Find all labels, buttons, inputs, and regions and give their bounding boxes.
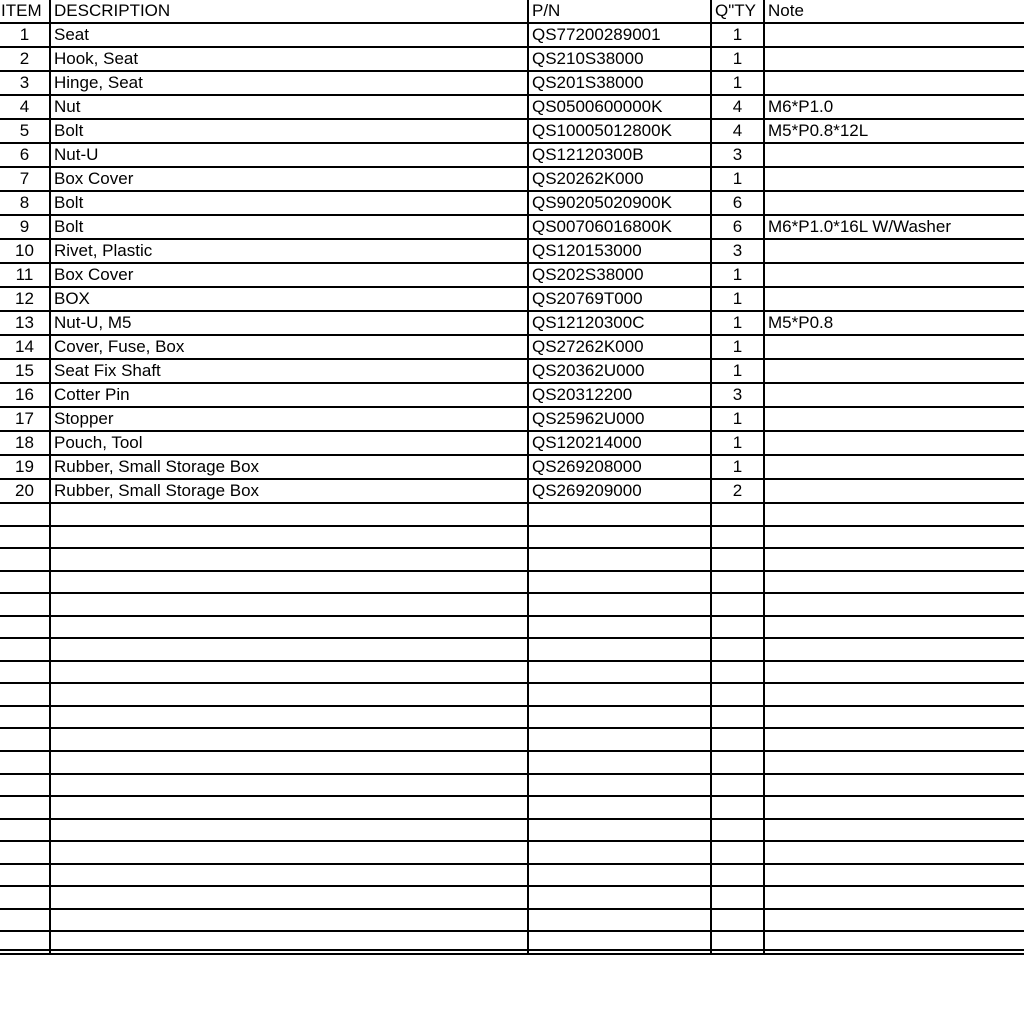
cell-part-number: QS25962U000 <box>528 407 711 431</box>
cell-description: BOX <box>50 287 528 311</box>
cell-quantity: 1 <box>711 263 764 287</box>
cell-item <box>0 886 50 909</box>
cell-quantity <box>711 593 764 616</box>
cell-item <box>0 841 50 864</box>
cell-item: 13 <box>0 311 50 335</box>
cell-note <box>764 263 1024 287</box>
cell-item <box>0 819 50 842</box>
cell-part-number: QS90205020900K <box>528 191 711 215</box>
cell-quantity: 1 <box>711 431 764 455</box>
cell-part-number <box>528 638 711 661</box>
cell-quantity <box>711 571 764 594</box>
cell-description: Pouch, Tool <box>50 431 528 455</box>
cell-item: 2 <box>0 47 50 71</box>
cell-note <box>764 503 1024 526</box>
cell-item <box>0 706 50 729</box>
cell-description: Bolt <box>50 191 528 215</box>
cell-quantity <box>711 774 764 797</box>
cell-item: 5 <box>0 119 50 143</box>
cell-part-number: QS27262K000 <box>528 335 711 359</box>
cell-quantity <box>711 661 764 684</box>
cell-item: 19 <box>0 455 50 479</box>
cell-part-number: QS0500600000K <box>528 95 711 119</box>
table-row <box>0 526 1024 549</box>
cell-description <box>50 706 528 729</box>
cell-quantity <box>711 683 764 706</box>
cell-description: Rubber, Small Storage Box <box>50 479 528 503</box>
cell-note <box>764 616 1024 639</box>
cell-quantity <box>711 886 764 909</box>
cell-part-number: QS120214000 <box>528 431 711 455</box>
cell-part-number <box>528 841 711 864</box>
cell-note <box>764 526 1024 549</box>
cell-note <box>764 143 1024 167</box>
cell-description <box>50 548 528 571</box>
table-row <box>0 796 1024 819</box>
cell-note <box>764 728 1024 751</box>
cell-quantity: 3 <box>711 383 764 407</box>
cell-note <box>764 909 1024 932</box>
cell-item <box>0 909 50 932</box>
cell-part-number: QS202S38000 <box>528 263 711 287</box>
cell-description: Hinge, Seat <box>50 71 528 95</box>
cell-part-number: QS10005012800K <box>528 119 711 143</box>
cell-quantity <box>711 751 764 774</box>
cell-description <box>50 774 528 797</box>
cell-note <box>764 796 1024 819</box>
cell-item <box>0 593 50 616</box>
cell-note <box>764 239 1024 263</box>
table-row <box>0 311 1024 335</box>
cell-description: Box Cover <box>50 263 528 287</box>
bottom-rule-line <box>0 949 1024 951</box>
cell-item: 18 <box>0 431 50 455</box>
cell-note <box>764 407 1024 431</box>
table-row <box>0 95 1024 119</box>
table-row <box>0 407 1024 431</box>
cell-quantity: 1 <box>711 23 764 47</box>
cell-item: 3 <box>0 71 50 95</box>
cell-description <box>50 616 528 639</box>
cell-part-number: QS12120300C <box>528 311 711 335</box>
table-row <box>0 119 1024 143</box>
cell-note <box>764 841 1024 864</box>
cell-quantity: 1 <box>711 455 764 479</box>
cell-note <box>764 706 1024 729</box>
cell-description: Seat <box>50 23 528 47</box>
header-note: Note <box>764 0 1024 23</box>
cell-description <box>50 796 528 819</box>
cell-item: 16 <box>0 383 50 407</box>
cell-description: Bolt <box>50 119 528 143</box>
cell-part-number: QS00706016800K <box>528 215 711 239</box>
cell-note <box>764 71 1024 95</box>
cell-part-number: QS20312200 <box>528 383 711 407</box>
table-row <box>0 616 1024 639</box>
cell-part-number <box>528 661 711 684</box>
cell-quantity: 3 <box>711 239 764 263</box>
table-header-row <box>0 0 1024 23</box>
cell-quantity: 2 <box>711 479 764 503</box>
cell-quantity: 1 <box>711 407 764 431</box>
cell-quantity: 1 <box>711 359 764 383</box>
cell-quantity <box>711 909 764 932</box>
cell-note <box>764 571 1024 594</box>
cell-item <box>0 796 50 819</box>
cell-part-number: QS12120300B <box>528 143 711 167</box>
table-row <box>0 864 1024 887</box>
cell-description: Nut-U, M5 <box>50 311 528 335</box>
cell-part-number <box>528 503 711 526</box>
cell-part-number <box>528 796 711 819</box>
header-item: ITEM <box>0 0 50 23</box>
cell-description <box>50 571 528 594</box>
cell-part-number <box>528 548 711 571</box>
table-row <box>0 683 1024 706</box>
header-quantity: Q"TY <box>711 0 764 23</box>
cell-item: 11 <box>0 263 50 287</box>
cell-description <box>50 728 528 751</box>
table-row <box>0 774 1024 797</box>
cell-part-number: QS77200289001 <box>528 23 711 47</box>
table-row <box>0 751 1024 774</box>
cell-quantity: 6 <box>711 215 764 239</box>
cell-description <box>50 503 528 526</box>
table-row <box>0 706 1024 729</box>
cell-item: 6 <box>0 143 50 167</box>
cell-note <box>764 886 1024 909</box>
cell-note <box>764 335 1024 359</box>
cell-part-number <box>528 616 711 639</box>
cell-note <box>764 359 1024 383</box>
cell-note <box>764 819 1024 842</box>
cell-description <box>50 661 528 684</box>
cell-quantity: 4 <box>711 119 764 143</box>
cell-note <box>764 455 1024 479</box>
table-row <box>0 263 1024 287</box>
cell-quantity: 1 <box>711 167 764 191</box>
cell-part-number <box>528 864 711 887</box>
cell-quantity <box>711 819 764 842</box>
header-part-number: P/N <box>528 0 711 23</box>
cell-item: 4 <box>0 95 50 119</box>
cell-note <box>764 287 1024 311</box>
cell-quantity: 1 <box>711 71 764 95</box>
table-row <box>0 728 1024 751</box>
table-row <box>0 287 1024 311</box>
cell-quantity <box>711 616 764 639</box>
cell-note <box>764 593 1024 616</box>
cell-note <box>764 383 1024 407</box>
cell-quantity: 1 <box>711 311 764 335</box>
cell-part-number: QS20362U000 <box>528 359 711 383</box>
cell-part-number <box>528 751 711 774</box>
cell-quantity: 6 <box>711 191 764 215</box>
cell-item <box>0 548 50 571</box>
cell-note <box>764 638 1024 661</box>
cell-description: Cotter Pin <box>50 383 528 407</box>
cell-description <box>50 526 528 549</box>
cell-part-number <box>528 683 711 706</box>
header-description: DESCRIPTION <box>50 0 528 23</box>
cell-item <box>0 728 50 751</box>
cell-item <box>0 571 50 594</box>
cell-note: M5*P0.8*12L <box>764 119 1024 143</box>
cell-description <box>50 638 528 661</box>
table-row <box>0 167 1024 191</box>
cell-item <box>0 751 50 774</box>
cell-quantity <box>711 503 764 526</box>
cell-description: Rubber, Small Storage Box <box>50 455 528 479</box>
table-row <box>0 143 1024 167</box>
cell-item <box>0 503 50 526</box>
cell-note <box>764 23 1024 47</box>
table-row <box>0 71 1024 95</box>
table-row <box>0 886 1024 909</box>
cell-quantity: 1 <box>711 47 764 71</box>
cell-part-number <box>528 526 711 549</box>
table-row <box>0 593 1024 616</box>
cell-note <box>764 751 1024 774</box>
cell-quantity <box>711 864 764 887</box>
cell-description <box>50 819 528 842</box>
cell-item: 1 <box>0 23 50 47</box>
cell-item <box>0 774 50 797</box>
cell-item <box>0 638 50 661</box>
table-row <box>0 479 1024 503</box>
cell-description <box>50 909 528 932</box>
table-row <box>0 455 1024 479</box>
cell-description <box>50 683 528 706</box>
cell-part-number: QS269209000 <box>528 479 711 503</box>
table-row <box>0 548 1024 571</box>
table-row <box>0 909 1024 932</box>
cell-note <box>764 548 1024 571</box>
cell-quantity <box>711 548 764 571</box>
table-row <box>0 661 1024 684</box>
cell-item: 20 <box>0 479 50 503</box>
cell-item <box>0 661 50 684</box>
table-body <box>0 23 1024 954</box>
cell-item: 7 <box>0 167 50 191</box>
table-row <box>0 239 1024 263</box>
cell-quantity: 1 <box>711 287 764 311</box>
cell-quantity: 1 <box>711 335 764 359</box>
cell-quantity <box>711 638 764 661</box>
cell-part-number: QS20769T000 <box>528 287 711 311</box>
cell-quantity <box>711 728 764 751</box>
table-row <box>0 383 1024 407</box>
cell-description: Rivet, Plastic <box>50 239 528 263</box>
cell-part-number <box>528 909 711 932</box>
cell-item <box>0 864 50 887</box>
table-row <box>0 571 1024 594</box>
cell-description: Cover, Fuse, Box <box>50 335 528 359</box>
table-row <box>0 47 1024 71</box>
cell-quantity <box>711 526 764 549</box>
table-row <box>0 23 1024 47</box>
cell-quantity: 3 <box>711 143 764 167</box>
cell-part-number: QS201S38000 <box>528 71 711 95</box>
cell-note <box>764 479 1024 503</box>
cell-note: M5*P0.8 <box>764 311 1024 335</box>
cell-quantity <box>711 706 764 729</box>
cell-item <box>0 683 50 706</box>
cell-item: 8 <box>0 191 50 215</box>
cell-item: 9 <box>0 215 50 239</box>
cell-quantity <box>711 841 764 864</box>
table-row <box>0 638 1024 661</box>
cell-part-number <box>528 571 711 594</box>
cell-part-number: QS210S38000 <box>528 47 711 71</box>
table-row <box>0 335 1024 359</box>
cell-description <box>50 751 528 774</box>
table-row <box>0 841 1024 864</box>
cell-description <box>50 841 528 864</box>
cell-note <box>764 661 1024 684</box>
cell-note <box>764 774 1024 797</box>
cell-item <box>0 526 50 549</box>
cell-item: 12 <box>0 287 50 311</box>
cell-description: Bolt <box>50 215 528 239</box>
cell-note <box>764 191 1024 215</box>
cell-part-number <box>528 886 711 909</box>
cell-note <box>764 47 1024 71</box>
cell-description: Stopper <box>50 407 528 431</box>
cell-part-number: QS20262K000 <box>528 167 711 191</box>
cell-item: 10 <box>0 239 50 263</box>
cell-item: 17 <box>0 407 50 431</box>
table-row <box>0 503 1024 526</box>
cell-part-number <box>528 706 711 729</box>
cell-note: M6*P1.0 <box>764 95 1024 119</box>
cell-part-number: QS269208000 <box>528 455 711 479</box>
cell-description: Seat Fix Shaft <box>50 359 528 383</box>
cell-item <box>0 616 50 639</box>
table-row <box>0 359 1024 383</box>
cell-description <box>50 886 528 909</box>
cell-part-number <box>528 819 711 842</box>
table-row <box>0 431 1024 455</box>
cell-note <box>764 167 1024 191</box>
cell-note: M6*P1.0*16L W/Washer <box>764 215 1024 239</box>
cell-note <box>764 683 1024 706</box>
cell-part-number: QS120153000 <box>528 239 711 263</box>
table-row <box>0 191 1024 215</box>
table-row <box>0 215 1024 239</box>
cell-part-number <box>528 593 711 616</box>
cell-part-number <box>528 774 711 797</box>
cell-note <box>764 864 1024 887</box>
cell-description: Box Cover <box>50 167 528 191</box>
cell-quantity <box>711 796 764 819</box>
cell-item: 14 <box>0 335 50 359</box>
table-row <box>0 819 1024 842</box>
cell-item: 15 <box>0 359 50 383</box>
cell-description: Nut <box>50 95 528 119</box>
cell-description <box>50 864 528 887</box>
cell-quantity: 4 <box>711 95 764 119</box>
cell-note <box>764 431 1024 455</box>
cell-part-number <box>528 728 711 751</box>
cell-description: Nut-U <box>50 143 528 167</box>
cell-description: Hook, Seat <box>50 47 528 71</box>
cell-description <box>50 593 528 616</box>
